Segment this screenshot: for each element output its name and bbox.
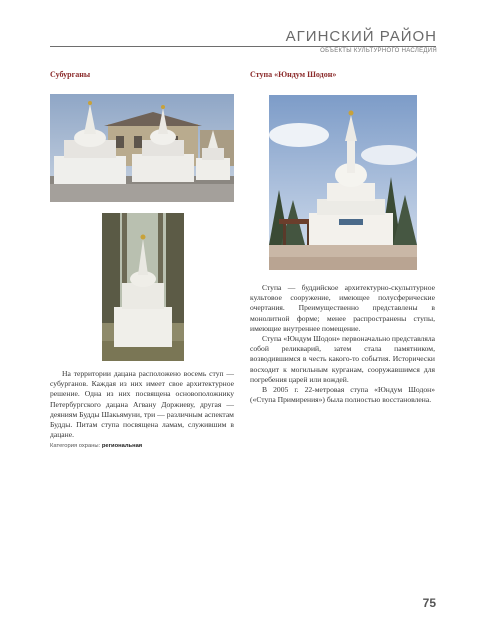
stupa-description: [250, 283, 435, 405]
stupa-paragraph-1: Ступа — буддийское архитектурно-скульптурное культовое сооружение, имеющее полусферические очертания. Преимущественно представлены в монолитной форме; менее распространены ступы, имеющие внутреннее помещение.: [250, 283, 435, 333]
category-value: региональная: [101, 443, 143, 449]
suburgans-photo: [50, 94, 234, 202]
section-title-stupa: Ступа «Юндум Шодон»: [250, 70, 337, 79]
protection-category: [50, 443, 142, 449]
suburgans-description: [50, 369, 234, 440]
stupa-paragraph-2: Ступа «Юндум Шодон» первоначально представляла собой реликварий, затем стала памятником, возводившимся в честь какого-то события. Исторически восходит к могильным курганам, сооружавшимся для погребения царей или вождей.: [250, 334, 435, 384]
suburgans-paragraph: На территории дацана расположено восемь ступ — субурганов. Каждая из них имеет свое архитектурное решение. Одна из них посвящена основоположнику Петербургского дацана Агвану Доржиеву, другая — деяниям Будды Шакьямуни, три — различным аспектам Будды. Питам ступа посвящена ламам, служившим в дацане.: [50, 369, 234, 440]
white-stupa-forest-photo: [102, 213, 184, 361]
stupa-paragraph-3: В 2005 г. 22-метровая ступа «Юндум Шодон» («Ступа Примирения») была полностью восстановлена.: [250, 385, 435, 405]
page-header-subtitle: ОБЪЕКТЫ КУЛЬТУРНОГО НАСЛЕДИЯ: [320, 48, 437, 54]
page-number: 75: [422, 596, 436, 610]
yundum-shodon-stupa-photo: [269, 95, 417, 270]
section-title-suburgans: Субурганы: [50, 70, 91, 79]
category-label: Категория охраны:: [50, 443, 101, 449]
header-divider: [50, 46, 436, 47]
page-header-title: АГИНСКИЙ РАЙОН: [285, 28, 437, 45]
